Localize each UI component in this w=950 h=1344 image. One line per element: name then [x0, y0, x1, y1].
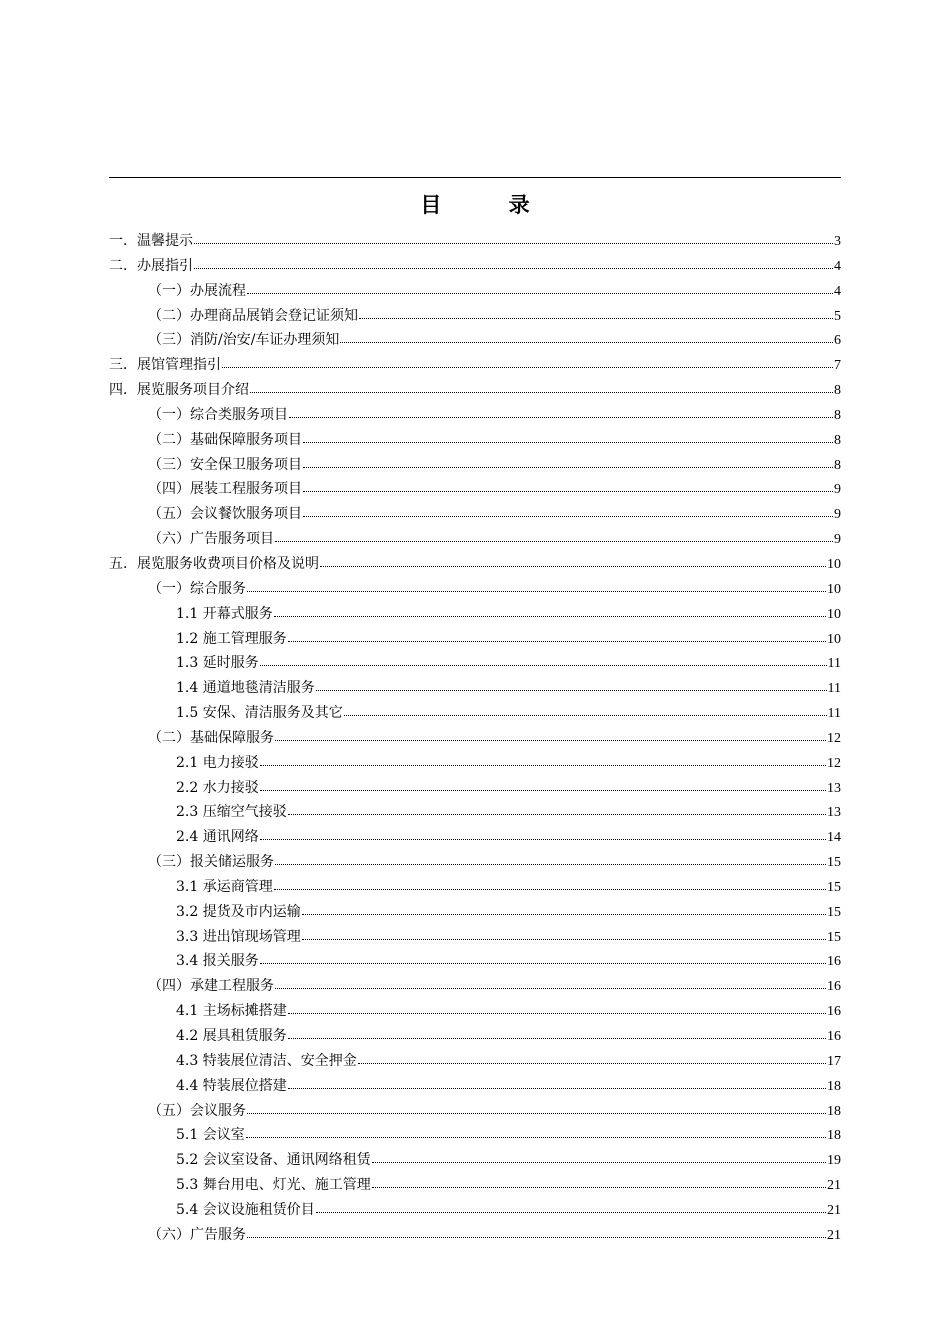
toc-entry[interactable] — [109, 651, 841, 676]
toc-entry-page: 11 — [827, 681, 841, 697]
toc-entry-page: 8 — [834, 383, 841, 399]
toc-dot-leader — [260, 751, 826, 766]
toc-entry-label: 二．办展指引 — [109, 257, 193, 274]
toc-entry-label: （四）展装工程服务项目 — [148, 481, 302, 498]
toc-dot-leader — [289, 403, 833, 418]
toc-entry-page: 15 — [827, 904, 841, 920]
toc-entry[interactable] — [109, 701, 841, 726]
toc-entry[interactable] — [109, 776, 841, 801]
toc-entry[interactable] — [109, 602, 841, 627]
toc-entry[interactable] — [109, 428, 841, 453]
toc-dot-leader — [260, 776, 826, 791]
toc-entry-page: 13 — [827, 805, 841, 821]
toc-entry-label: 5.3 舞台用电、灯光、施工管理 — [176, 1177, 371, 1194]
toc-entry-label: （二）基础保障服务项目 — [148, 431, 302, 448]
toc-entry-page: 16 — [827, 954, 841, 970]
toc-entry-page: 10 — [827, 581, 841, 597]
toc-dot-leader — [372, 1148, 826, 1163]
toc-entry[interactable] — [109, 1198, 841, 1223]
toc-entry-page: 15 — [827, 929, 841, 945]
toc-entry-page: 21 — [827, 1227, 841, 1243]
toc-entry-label: 3.3 进出馆现场管理 — [176, 928, 301, 945]
toc-dot-leader — [340, 328, 833, 343]
toc-entry[interactable] — [109, 825, 841, 850]
toc-entry-page: 16 — [827, 979, 841, 995]
header-rule — [109, 177, 841, 178]
toc-dot-leader — [194, 229, 833, 244]
toc-entry-label: 1.3 延时服务 — [176, 655, 259, 672]
toc-entry-page: 13 — [827, 780, 841, 796]
toc-dot-leader — [372, 1173, 826, 1188]
toc-dot-leader — [288, 1074, 826, 1089]
toc-entry-page: 3 — [834, 234, 841, 249]
toc-entry-page: 12 — [827, 755, 841, 771]
toc-entry-label: 5.1 会议室 — [176, 1127, 245, 1144]
toc-entry-label: （一）办展流程 — [148, 282, 246, 299]
toc-dot-leader — [275, 974, 826, 989]
toc-dot-leader — [275, 850, 826, 865]
toc-dot-leader — [288, 999, 826, 1014]
toc-dot-leader — [344, 701, 827, 716]
toc-title: 目 录 — [420, 193, 560, 217]
toc-entry[interactable] — [109, 328, 841, 353]
toc-entry[interactable] — [109, 1024, 841, 1049]
toc-entry[interactable] — [109, 254, 841, 279]
toc-dot-leader — [247, 1099, 826, 1114]
toc-entry-page: 16 — [827, 1004, 841, 1020]
toc-entry[interactable] — [109, 900, 841, 925]
toc-entry-page: 8 — [834, 457, 841, 473]
toc-entry[interactable] — [109, 627, 841, 652]
toc-dot-leader — [250, 378, 833, 393]
toc-entry-page: 10 — [827, 556, 841, 572]
toc-entry-label: 四．展览服务项目介绍 — [109, 382, 249, 399]
toc-dot-leader — [320, 552, 826, 567]
toc-entry[interactable] — [109, 875, 841, 900]
toc-entry-label: （五）会议服务 — [148, 1102, 246, 1119]
toc-entry[interactable] — [109, 353, 841, 378]
toc-entry-page: 11 — [827, 656, 841, 672]
toc-dot-leader — [359, 304, 833, 319]
toc-dot-leader — [247, 1223, 826, 1238]
toc-dot-leader — [302, 925, 826, 940]
toc-entry-page: 16 — [827, 1029, 841, 1044]
toc-entry-label: （三）安全保卫服务项目 — [148, 456, 302, 473]
toc-dot-leader — [260, 651, 827, 666]
toc-dot-leader — [194, 254, 833, 269]
toc-entry[interactable] — [109, 1148, 841, 1173]
toc-dot-leader — [303, 453, 833, 468]
toc-entry-label: （二）基础保障服务 — [148, 729, 274, 746]
toc-entry-label: 4.3 特装展位清洁、安全押金 — [176, 1052, 357, 1069]
toc-entry[interactable] — [109, 676, 841, 701]
toc-entry-label: 一．温馨提示 — [109, 233, 193, 249]
toc-dot-leader — [302, 900, 826, 915]
toc-entry-page: 17 — [827, 1053, 841, 1069]
toc-entry-label: 1.2 施工管理服务 — [176, 630, 287, 647]
toc-entry-label: 3.2 提货及市内运输 — [176, 903, 301, 920]
toc-entry[interactable] — [109, 229, 841, 254]
toc-entry[interactable] — [109, 527, 841, 552]
toc-entry-page: 12 — [827, 730, 841, 746]
toc-entry[interactable] — [109, 1049, 841, 1074]
toc-entry-label: （四）承建工程服务 — [148, 978, 274, 995]
toc-entry-page: 14 — [827, 830, 841, 846]
toc-entry-label: （三）报关储运服务 — [148, 854, 274, 871]
toc-entry[interactable] — [109, 949, 841, 974]
toc-entry-label: （二）办理商品展销会登记证须知 — [148, 307, 358, 324]
toc-entry-label: 5.2 会议室设备、通讯网络租赁 — [176, 1152, 371, 1169]
toc-entry[interactable] — [109, 552, 841, 577]
toc-entry-page: 9 — [834, 482, 841, 498]
toc-entry-page: 7 — [834, 358, 841, 374]
toc-entry[interactable] — [109, 999, 841, 1024]
toc-entry-page: 10 — [827, 631, 841, 647]
toc-entry[interactable] — [109, 1223, 841, 1248]
toc-entry-page: 15 — [827, 879, 841, 895]
toc-entry-label: 1.1 开幕式服务 — [176, 605, 273, 622]
toc-entry[interactable] — [109, 974, 841, 999]
toc-entry-label: （一）综合服务 — [148, 580, 246, 597]
toc-dot-leader — [247, 577, 826, 592]
toc-entry[interactable] — [109, 1123, 841, 1148]
toc-entry[interactable] — [109, 850, 841, 875]
toc-entry-page: 9 — [834, 532, 841, 548]
toc-entry[interactable] — [109, 453, 841, 478]
toc-entry-page: 4 — [834, 283, 841, 299]
toc-dot-leader — [358, 1049, 826, 1064]
toc-dot-leader — [275, 726, 826, 741]
toc-entry-label: （五）会议餐饮服务项目 — [148, 506, 302, 523]
toc-entry-label: 4.4 特装展位搭建 — [176, 1077, 287, 1094]
toc-entry-page: 18 — [827, 1103, 841, 1119]
toc-entry-label: 4.1 主场标摊搭建 — [176, 1003, 287, 1020]
toc-entry-label: 1.4 通道地毯清洁服务 — [176, 680, 315, 697]
toc-dot-leader — [260, 825, 826, 840]
toc-entry-page: 18 — [827, 1128, 841, 1144]
toc-dot-leader — [288, 1024, 826, 1039]
toc-dot-leader — [274, 602, 826, 617]
toc-dot-leader — [247, 279, 833, 294]
toc-entry-label: 4.2 展具租赁服务 — [176, 1028, 287, 1044]
toc-entry-label: （六）广告服务 — [148, 1226, 246, 1243]
toc-dot-leader — [260, 949, 826, 964]
toc-entry-label: （三）消防/治安/车证办理须知 — [148, 332, 340, 349]
toc-entry[interactable] — [109, 1173, 841, 1198]
toc-entry-label: 5.4 会议设施租赁价目 — [176, 1201, 315, 1218]
toc-entry[interactable] — [109, 800, 841, 825]
toc-entry-label: 3.1 承运商管理 — [176, 878, 273, 895]
toc-entry-label: 2.1 电力接驳 — [176, 754, 259, 771]
toc-entry-label: （六）广告服务项目 — [148, 531, 274, 548]
toc-entry[interactable] — [109, 726, 841, 751]
toc-entry-label: 五．展览服务收费项目价格及说明 — [109, 555, 319, 572]
toc-entry[interactable] — [109, 1074, 841, 1099]
toc-entry[interactable] — [109, 925, 841, 950]
toc-entry-page: 21 — [827, 1202, 841, 1218]
toc-entry[interactable] — [109, 304, 841, 329]
toc-entry-label: 三．展馆管理指引 — [109, 357, 221, 374]
toc-dot-leader — [303, 428, 833, 443]
toc-entry-page: 6 — [834, 333, 841, 349]
toc-entry[interactable] — [109, 577, 841, 602]
toc-dot-leader — [316, 1198, 826, 1213]
toc-entry-page: 18 — [827, 1078, 841, 1094]
toc-entry[interactable] — [109, 502, 841, 527]
toc-dot-leader — [246, 1123, 826, 1138]
toc-entry[interactable] — [109, 279, 841, 304]
toc-dot-leader — [303, 477, 833, 492]
table-of-contents — [109, 229, 841, 1248]
toc-entry-page: 5 — [834, 308, 841, 324]
toc-entry-label: 2.4 通讯网络 — [176, 829, 259, 846]
toc-dot-leader — [222, 353, 833, 368]
toc-entry-page: 8 — [834, 432, 841, 448]
toc-entry-label: （一）综合类服务项目 — [148, 406, 288, 423]
toc-entry-page: 4 — [834, 258, 841, 274]
toc-entry-page: 21 — [827, 1178, 841, 1194]
toc-entry-label: 2.2 水力接驳 — [176, 779, 259, 796]
toc-entry-page: 11 — [827, 706, 841, 722]
toc-dot-leader — [274, 875, 826, 890]
toc-dot-leader — [275, 527, 833, 542]
toc-entry[interactable] — [109, 751, 841, 776]
toc-entry-page: 10 — [827, 606, 841, 622]
toc-entry-page: 9 — [834, 507, 841, 523]
toc-entry[interactable] — [109, 1099, 841, 1124]
toc-dot-leader — [303, 502, 833, 517]
toc-entry[interactable] — [109, 403, 841, 428]
toc-entry[interactable] — [109, 477, 841, 502]
toc-entry-label: 3.4 报关服务 — [176, 953, 259, 970]
toc-dot-leader — [316, 676, 827, 691]
toc-entry[interactable] — [109, 378, 841, 403]
toc-entry-label: 2.3 压缩空气接驳 — [176, 804, 287, 821]
toc-entry-label: 1.5 安保、清洁服务及其它 — [176, 705, 343, 722]
toc-entry-page: 8 — [834, 407, 841, 423]
toc-dot-leader — [288, 627, 826, 642]
toc-dot-leader — [288, 800, 826, 815]
toc-entry-page: 19 — [827, 1153, 841, 1169]
toc-entry-page: 15 — [827, 855, 841, 871]
